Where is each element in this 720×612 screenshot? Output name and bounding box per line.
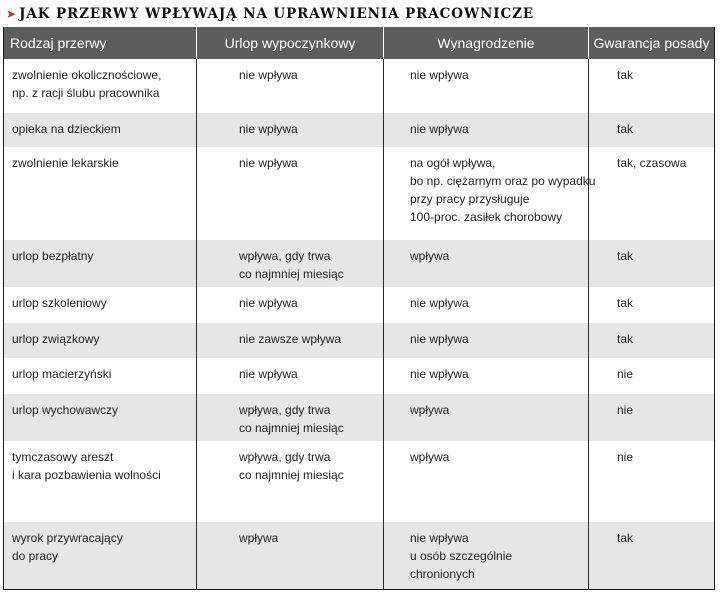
cell-guarantee xyxy=(589,323,715,358)
cell-guarantee xyxy=(589,394,715,441)
cell-vacation xyxy=(197,240,384,287)
table-row xyxy=(4,441,715,522)
cell-pay xyxy=(384,323,589,358)
cell-line: tak xyxy=(617,68,634,82)
cell-line: nie xyxy=(617,367,634,381)
cell-line: wpływa xyxy=(410,450,450,464)
cell-guarantee xyxy=(589,287,715,323)
table-title xyxy=(6,4,534,24)
cell-vacation xyxy=(197,287,384,323)
cell-line: wpływa, gdy trwa xyxy=(239,403,331,417)
cell-line: nie xyxy=(617,403,634,417)
cell-line: nie wpływa xyxy=(410,122,469,136)
arrow-icon: ➤ xyxy=(6,7,17,21)
cell-line: nie wpływa xyxy=(410,367,469,381)
table-row xyxy=(4,287,715,323)
cell-guarantee xyxy=(589,441,715,522)
cell-line: tak xyxy=(617,122,634,136)
cell-vacation xyxy=(197,59,384,113)
cell-line: nie wpływa xyxy=(239,296,298,310)
cell-line: bo np. ciężarnym oraz po wypadku xyxy=(410,174,596,188)
cell-line: urlop związkowy xyxy=(12,332,100,346)
cell-line: np. z racji ślubu pracownika xyxy=(12,86,160,100)
cell-pay xyxy=(384,441,589,522)
cell-vacation xyxy=(197,441,384,522)
cell-line: wpływa xyxy=(239,531,279,545)
cell-pay xyxy=(384,59,589,113)
header-break-type: Rodzaj przerwy xyxy=(4,27,197,59)
cell-pay xyxy=(384,113,589,147)
cell-break-type xyxy=(4,240,197,287)
cell-line: co najmniej miesiąc xyxy=(239,421,344,435)
cell-line: wpływa xyxy=(410,249,450,263)
header-row xyxy=(4,27,715,59)
cell-vacation xyxy=(197,323,384,358)
cell-line: chronionych xyxy=(410,567,475,581)
cell-break-type xyxy=(4,147,197,240)
cell-line: nie wpływa xyxy=(239,367,298,381)
cell-line: tak xyxy=(617,531,634,545)
cell-guarantee xyxy=(589,522,715,589)
cell-line: wpływa, gdy trwa xyxy=(239,249,331,263)
table-row xyxy=(4,358,715,394)
cell-pay xyxy=(384,287,589,323)
cell-guarantee xyxy=(589,240,715,287)
cell-line: nie wpływa xyxy=(239,122,298,136)
cell-pay xyxy=(384,394,589,441)
table-row xyxy=(4,147,715,240)
cell-vacation xyxy=(197,394,384,441)
table-row xyxy=(4,113,715,147)
table-row xyxy=(4,522,715,589)
cell-guarantee xyxy=(589,147,715,240)
cell-guarantee xyxy=(589,113,715,147)
cell-vacation xyxy=(197,113,384,147)
cell-line: tak xyxy=(617,296,634,310)
cell-break-type xyxy=(4,394,197,441)
cell-line: nie wpływa xyxy=(410,332,469,346)
cell-line: nie wpływa xyxy=(239,68,298,82)
cell-line: co najmniej miesiąc xyxy=(239,468,344,482)
cell-break-type xyxy=(4,358,197,394)
cell-guarantee xyxy=(589,59,715,113)
header-guarantee: Gwarancja posady xyxy=(589,27,715,59)
cell-line: urlop macierzyński xyxy=(12,367,112,381)
cell-line: wpływa, gdy trwa xyxy=(239,450,331,464)
cell-line: do pracy xyxy=(12,549,59,563)
cell-line: nie wpływa xyxy=(410,531,469,545)
cell-line: przy pracy przysługuje xyxy=(410,192,530,206)
table-row xyxy=(4,323,715,358)
cell-line: na ogół wpływa, xyxy=(410,156,496,170)
header-pay: Wynagrodzenie xyxy=(384,27,589,59)
cell-pay xyxy=(384,240,589,287)
cell-line: nie wpływa xyxy=(410,68,469,82)
cell-break-type xyxy=(4,522,197,589)
cell-vacation xyxy=(197,522,384,589)
cell-line: u osób szczególnie xyxy=(410,549,513,563)
cell-line: tak xyxy=(617,249,634,263)
cell-line: urlop szkoleniowy xyxy=(12,296,107,310)
cell-line: nie wpływa xyxy=(239,156,298,170)
cell-line: tak, czasowa xyxy=(617,156,687,170)
cell-line: wpływa xyxy=(410,403,450,417)
cell-line: wyrok przywracający xyxy=(12,531,123,545)
cell-line: tak xyxy=(617,332,634,346)
cell-guarantee xyxy=(589,358,715,394)
cell-pay xyxy=(384,147,596,240)
cell-line: zwolnienie okolicznościowe, xyxy=(12,68,162,82)
cell-vacation xyxy=(197,358,384,394)
cell-line: zwolnienie lekarskie xyxy=(12,156,119,170)
cell-line: 100-proc. zasiłek chorobowy xyxy=(410,210,563,224)
cell-line: co najmniej miesiąc xyxy=(239,267,344,281)
cell-pay xyxy=(384,358,589,394)
cell-line: urlop bezpłatny xyxy=(12,249,94,263)
cell-break-type xyxy=(4,287,197,323)
table-row xyxy=(4,394,715,441)
cell-break-type xyxy=(4,59,197,113)
cell-pay xyxy=(384,522,589,589)
cell-break-type xyxy=(4,441,197,522)
cell-vacation xyxy=(197,147,384,240)
cell-break-type xyxy=(4,113,197,147)
table-row xyxy=(4,59,715,113)
cell-line: tymczasowy areszt xyxy=(12,450,114,464)
table-row xyxy=(4,240,715,287)
cell-line: opieka na dzieckiem xyxy=(12,122,121,136)
cell-break-type xyxy=(4,323,197,358)
title-text: JAK PRZERWY WPŁYWAJĄ NA UPRAWNIENIA PRACOWNICZE xyxy=(19,6,535,22)
cell-line: i kara pozbawienia wolności xyxy=(12,468,161,482)
cell-line: nie wpływa xyxy=(410,296,469,310)
header-vacation: Urlop wypoczynkowy xyxy=(197,27,384,59)
breaks-table xyxy=(3,27,715,590)
cell-line: nie zawsze wpływa xyxy=(239,332,342,346)
cell-line: nie xyxy=(617,450,634,464)
cell-line: urlop wychowawczy xyxy=(12,403,119,417)
